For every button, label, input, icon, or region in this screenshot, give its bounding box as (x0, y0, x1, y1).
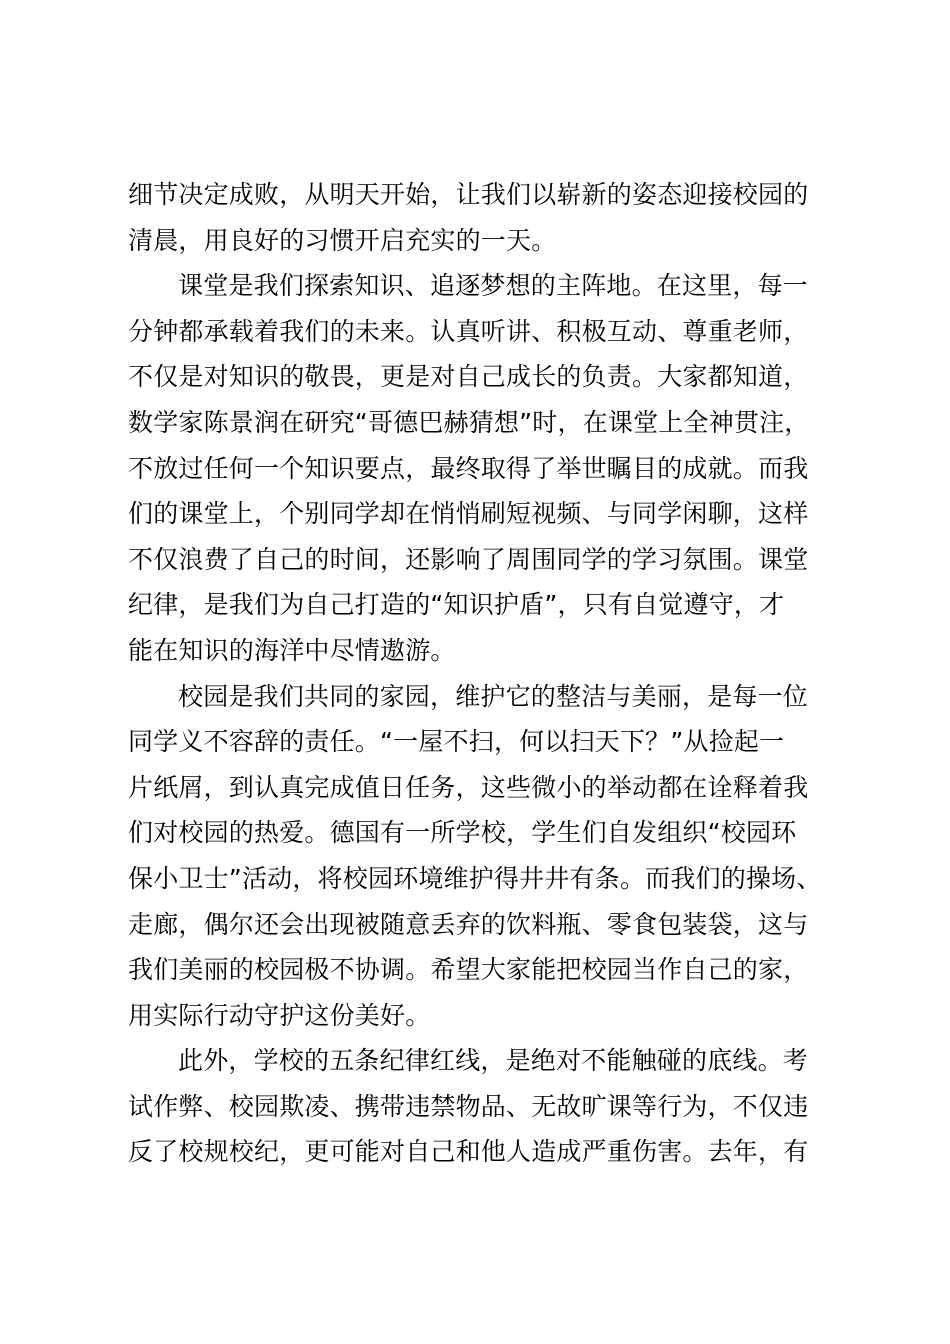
text-line: 我们美丽的校园极不协调。希望大家能把校园当作自己的家， (128, 955, 809, 985)
text-line: 保小卫士”活动，将校园环境维护得井井有条。而我们的操场、 (128, 863, 822, 893)
text-line: 不放过任何一个知识要点，最终取得了举世瞩目的成就。而我 (128, 453, 809, 483)
text-line: 们对校园的热爱。德国有一所学校，学生们自发组织“校园环 (128, 818, 797, 848)
text-line: 走廊，偶尔还会出现被随意丢弃的饮料瓶、零食包装袋，这与 (128, 909, 809, 939)
text-line: 们的课堂上，个别同学却在悄悄刷短视频、与同学闲聊，这样 (128, 499, 809, 529)
document-body (128, 172, 828, 1175)
text-line: 能在知识的海洋中尽情遨游。 (128, 635, 456, 665)
paragraph-1 (128, 172, 828, 263)
text-line: 不仅浪费了自己的时间，还影响了周围同学的学习氛围。课堂 (128, 544, 809, 574)
text-line: 试作弊、校园欺凌、携带违禁物品、无故旷课等行为，不仅违 (128, 1091, 809, 1121)
text-line: 分钟都承载着我们的未来。认真听讲、积极互动、尊重老师， (128, 316, 809, 346)
text-line: 片纸屑，到认真完成值日任务，这些微小的举动都在诠释着我 (128, 772, 809, 802)
paragraph-2 (128, 263, 828, 673)
text-line: 纪律，是我们为自己打造的“知识护盾”，只有自觉遵守，才 (128, 590, 785, 620)
text-line: 校园是我们共同的家园，维护它的整洁与美丽，是每一位 (178, 681, 809, 711)
text-line: 课堂是我们探索知识、追逐梦想的主阵地。在这里，每一 (178, 271, 809, 301)
text-line: 此外，学校的五条纪律红线，是绝对不能触碰的底线。考 (178, 1046, 809, 1076)
paragraph-4 (128, 1038, 828, 1175)
text-line: 清晨，用良好的习惯开启充实的一天。 (128, 225, 557, 255)
text-line: 不仅是对知识的敬畏，更是对自己成长的负责。大家都知道， (128, 362, 809, 392)
paragraph-3 (128, 674, 828, 1039)
text-line: 同学义不容辞的责任。“一屋不扫，何以扫天下？”从捡起一 (128, 727, 785, 757)
text-line: 反了校规校纪，更可能对自己和他人造成严重伤害。去年，有 (128, 1137, 809, 1167)
text-line: 细节决定成败，从明天开始，让我们以崭新的姿态迎接校园的 (128, 180, 809, 209)
text-line: 用实际行动守护这份美好。 (128, 1000, 431, 1030)
text-line: 数学家陈景润在研究“哥德巴赫猜想”时，在课堂上全神贯注， (128, 407, 810, 437)
